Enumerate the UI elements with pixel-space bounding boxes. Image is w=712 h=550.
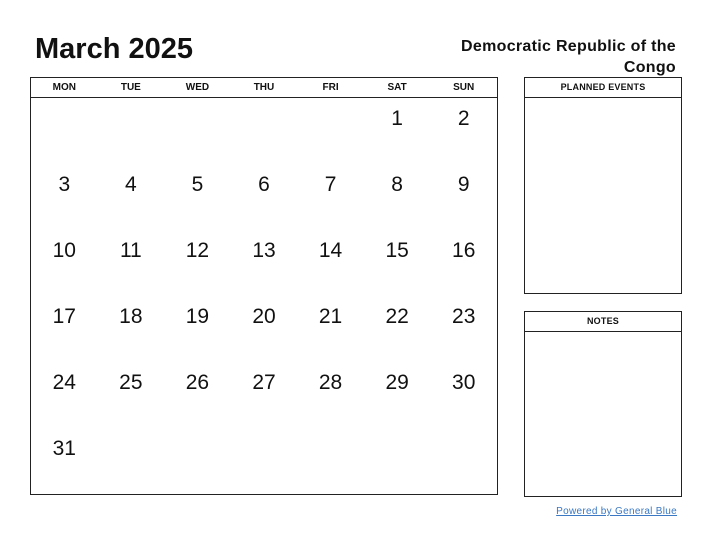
- day-cell-8: 8: [391, 173, 403, 196]
- day-cell-empty: [164, 428, 231, 494]
- notes-heading: NOTES: [525, 312, 681, 332]
- day-cell-2: 2: [457, 107, 470, 130]
- day-cell-23: 23: [452, 305, 476, 328]
- planned-events-heading: PLANNED EVENTS: [525, 78, 681, 98]
- weekday-sun: SUN: [453, 82, 475, 93]
- day-cell-29: 29: [385, 371, 409, 394]
- day-cell-5: 5: [191, 173, 204, 196]
- weekday-thu: THU: [253, 82, 275, 93]
- day-cell-7: 7: [324, 173, 337, 196]
- day-cell-empty: [231, 98, 298, 164]
- day-cell-empty: [364, 428, 431, 494]
- day-cell-27: 27: [252, 371, 276, 394]
- planned-events-panel: [524, 77, 682, 294]
- day-cell-4: 4: [125, 173, 137, 196]
- day-cell-empty: [98, 428, 165, 494]
- day-cell-empty: [31, 98, 98, 164]
- day-cell-11: 11: [119, 239, 142, 262]
- day-cell-22: 22: [385, 305, 409, 328]
- day-cell-26: 26: [185, 371, 210, 394]
- day-cell-19: 19: [185, 305, 210, 328]
- weekday-fri: FRI: [322, 82, 339, 93]
- day-cell-empty: [430, 428, 497, 494]
- day-cell-21: 21: [318, 305, 343, 328]
- weekday-tue: TUE: [120, 82, 141, 93]
- day-cell-13: 13: [252, 239, 276, 262]
- day-cell-18: 18: [119, 305, 143, 328]
- day-cell-25: 25: [119, 371, 143, 394]
- day-cell-empty: [297, 428, 364, 494]
- day-cell-empty: [231, 428, 298, 494]
- country-name: Democratic Republic of the Congo: [461, 38, 676, 76]
- weekday-wed: WED: [185, 82, 210, 93]
- day-cell-17: 17: [52, 305, 76, 328]
- day-cell-30: 30: [452, 371, 476, 394]
- day-cell-28: 28: [318, 371, 343, 394]
- calendar-grid: [30, 77, 498, 495]
- day-cell-1: 1: [391, 107, 403, 130]
- day-cell-12: 12: [185, 239, 210, 262]
- page-title: March 2025: [35, 33, 193, 65]
- day-cell-31: 31: [52, 437, 76, 460]
- weekday-mon: MON: [52, 82, 76, 93]
- weekday-header-row: [31, 78, 497, 98]
- day-cell-empty: [98, 98, 165, 164]
- day-cell-empty: [297, 98, 364, 164]
- day-cell-empty: [164, 98, 231, 164]
- calendar-weeks: [31, 98, 497, 494]
- day-cell-16: 16: [452, 239, 476, 262]
- day-cell-20: 20: [252, 305, 276, 328]
- day-cell-24: 24: [52, 371, 76, 394]
- day-cell-9: 9: [457, 173, 470, 196]
- day-cell-3: 3: [58, 173, 71, 196]
- day-cell-6: 6: [258, 173, 270, 196]
- weekday-sat: SAT: [387, 82, 407, 93]
- day-cell-14: 14: [318, 239, 343, 262]
- powered-by-link[interactable]: Powered by General Blue: [556, 506, 677, 517]
- day-cell-10: 10: [52, 239, 76, 262]
- day-cell-15: 15: [385, 239, 409, 262]
- notes-panel: [524, 311, 682, 497]
